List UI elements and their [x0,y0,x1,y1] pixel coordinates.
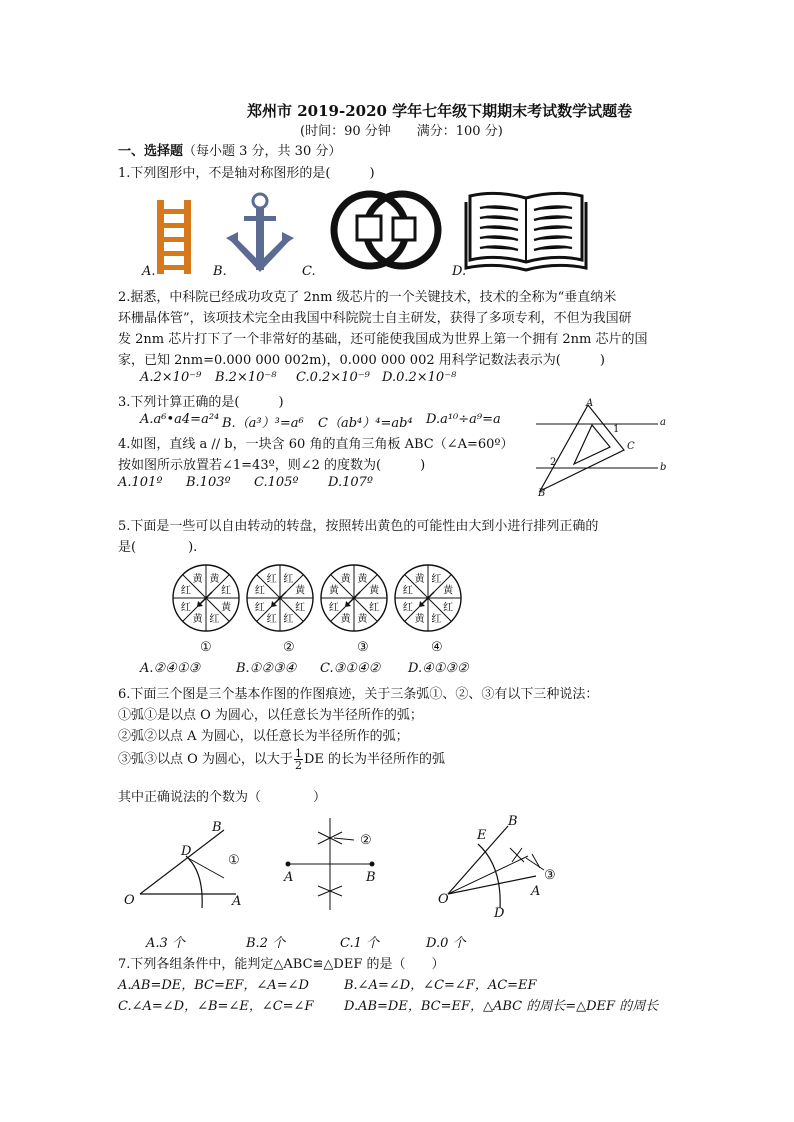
q3-option-a[interactable]: A.a⁶•a4=a²⁴ [140,412,220,427]
spinners-figure [176,560,476,640]
spinner-4-label: ④ [431,640,443,655]
q4-parallel-lines-figure [530,395,675,505]
spinner-sector-label: 红 [266,573,277,585]
q1-option-c[interactable]: C. [302,264,316,279]
spinner-sector-label: 黄 [443,585,454,597]
spinner-sector-label: 红 [209,614,220,626]
spinner-sector-label: 红 [431,614,442,626]
q4-line-1: 4.如图，直线 a // b，一块含 60 角的直角三角板 ABC（∠A=60º） [118,437,514,452]
spinner-sector-label: 红 [431,573,442,585]
spinner-sector-label: 黄 [369,585,380,597]
q1-option-a[interactable]: A. [142,264,156,279]
q6-fig2-label-b: B [366,870,376,885]
q6-option-a[interactable]: A.3 个 [146,936,185,951]
q6-fig1-label-d: D [181,844,192,859]
section-heading [118,140,341,159]
spinner-sector-label: 黄 [357,573,368,585]
q6-fig3-label-o: O [438,892,449,907]
q2-line-1: 2.据悉，中科院已经成功攻克了 2nm 级芯片的一个关键技术，技术的全称为“垂直纳米 [118,290,617,305]
fraction-numerator: 1 [294,747,302,760]
q3-option-d[interactable]: D.a¹⁰÷a⁹=a [426,412,501,427]
q2-option-c[interactable]: C.0.2×10⁻⁹ [296,370,370,385]
coins-figure [330,190,442,270]
q4-option-a[interactable]: A.101º [118,475,163,490]
q6-fig2-arc-label: ② [360,833,372,848]
spinner-sector-label: 黄 [221,602,232,614]
q2-line-2: 环栅晶体管”，该项技术完全由我国中科院院士自主研发，获得了多项专利，不但为我国研 [118,311,632,326]
spinner-3 [321,565,387,631]
q5-option-b[interactable]: B.①②③④ [236,661,297,676]
spinner-sector-label: 红 [402,602,413,614]
q6-fig1-label-a: A [232,894,242,909]
spinner-sector-label: 黄 [414,614,425,626]
section-note: （每小题 3 分，共 30 分） [183,144,342,159]
q5-option-d[interactable]: D.④①③② [408,661,469,676]
spinner-sector-label: 黄 [209,573,220,585]
spinner-sector-label: 黄 [295,585,306,597]
spinner-1-label: ① [200,640,212,655]
spinner-sector-label: 红 [402,585,413,597]
q4-label-c-vertex: C [627,441,635,452]
q4-option-c[interactable]: C.105º [254,475,299,490]
q6-fig1-arc-label: ① [228,853,240,868]
spinner-sector-label: 黄 [414,573,425,585]
q4-label-a-vertex: A [586,398,594,409]
spinner-sector-label: 红 [254,602,265,614]
q7-stem: 7.下列各组条件中，能判定△ABC≌△DEF 的是（ ） [118,957,445,972]
q6-line-1: 6.下面三个图是三个基本作图的作图痕迹，关于三条弧①、②、③有以下三种说法： [118,687,599,702]
spinner-sector-label: 红 [295,602,306,614]
q4-option-d[interactable]: D.107º [328,475,374,490]
fraction-denominator: 2 [294,759,302,772]
q2-line-3: 发 2nm 芯片打下了一个非常好的基础，还可能使我国成为世界上第一个拥有 2nm 芯片的国 [118,332,648,347]
q3-option-b[interactable]: B.（a³）³=a⁶ [222,416,304,431]
spinner-sector-label: 黄 [192,614,203,626]
q6-line-4 [118,748,445,771]
spinner-sector-label: 黄 [192,573,203,585]
exam-info: (时间：90 分钟 满分：100 分) [300,124,503,139]
spinner-sector-label: 黄 [357,614,368,626]
q4-label-b-vertex: B [538,488,546,499]
anchor-figure [226,192,294,278]
half-fraction [294,748,303,771]
q2-option-a[interactable]: A.2×10⁻⁹ [140,370,202,385]
q3-option-c[interactable]: C（ab⁴）⁴=ab⁴ [318,416,413,431]
spinner-3-label: ③ [357,640,369,655]
spinner-sector-label: 红 [254,585,265,597]
q7-option-c[interactable]: C.∠A=∠D，∠B=∠E，∠C=∠F [118,999,314,1014]
spinner-2 [247,565,313,631]
q5-line-1: 5.下面是一些可以自由转动的转盘，按照转出黄色的可能性由大到小进行排列正确的 [118,519,599,534]
q6-line-5: 其中正确说法的个数为（ ） [118,790,327,805]
spinner-sector-label: 黄 [340,573,351,585]
q6-line-2: ①弧①是以点 O 为圆心，以任意长为半径所作的弧； [118,708,423,723]
book-figure [466,190,586,272]
q4-label-angle-1: 1 [613,424,620,435]
q1-stem: 1.下列图形中，不是轴对称图形的是( ) [118,166,375,181]
q6-fig3-label-b: B [508,814,518,829]
spinner-sector-label: 红 [221,585,232,597]
q4-line-2: 按如图所示放置若∠1=43º，则∠2 的度数为( ) [118,458,426,473]
q6-line-4-end: DE 的长为半径所作的弧 [303,752,445,767]
q5-option-c[interactable]: C.③①④② [320,661,381,676]
q6-fig3-label-e: E [477,828,487,843]
q1-option-d[interactable]: D. [452,264,467,279]
ladder-figure [155,200,195,276]
q6-fig3-arc-label: ③ [544,868,556,883]
page-title: 郑州市 2019-2020 学年七年级下期期末考试数学试题卷 [247,102,633,120]
q6-option-d[interactable]: D.0 个 [426,936,466,951]
q6-fig3-label-a: A [531,884,541,899]
q6-fig3-label-d: D [494,906,505,921]
q6-fig2-label-a: A [284,870,294,885]
q2-option-d[interactable]: D.0.2×10⁻⁸ [382,370,457,385]
q3-stem: 3.下列计算正确的是( ) [118,395,284,410]
q6-line-4-start: ③弧③以点 O 为圆心，以大于 [118,752,293,767]
q7-option-d[interactable]: D.AB=DE，BC=EF，△ABC 的周长=△DEF 的周长 [344,999,659,1014]
spinner-sector-label: 红 [369,602,380,614]
spinner-sector-label: 黄 [340,614,351,626]
spinner-sector-label: 黄 [328,585,339,597]
spinner-sector-label: 红 [328,602,339,614]
q4-label-angle-2: 2 [550,457,557,468]
q4-label-line-a: a [660,417,666,428]
q1-option-b[interactable]: B. [213,264,227,279]
q5-line-2: 是( ). [118,540,198,555]
q6-fig1-label-o: O [124,893,135,908]
q2-line-4: 家，已知 2nm=0.000 000 002m)，0.000 000 002 用科学记数法表示为( ) [118,353,605,368]
section-title: 一、选择题 [118,144,184,159]
spinner-sector-label: 红 [180,585,191,597]
spinner-2-label: ② [283,640,295,655]
q7-option-a[interactable]: A.AB=DE，BC=EF，∠A=∠D [118,978,309,993]
spinner-sector-label: 红 [180,602,191,614]
q7-option-b[interactable]: B.∠A=∠D，∠C=∠F，AC=EF [344,978,537,993]
spinner-sector-label: 红 [283,573,294,585]
q4-label-line-b: b [660,462,667,473]
q2-option-b[interactable]: B.2×10⁻⁸ [215,370,277,385]
spinner-sector-label: 红 [283,614,294,626]
q6-fig1-label-b: B [212,820,222,835]
q6-line-3: ②弧②以点 A 为圆心，以任意长为半径所作的弧； [118,729,409,744]
q4-option-b[interactable]: B.103º [186,475,231,490]
spinner-sector-label: 红 [443,602,454,614]
spinner-1 [173,565,239,631]
q6-option-c[interactable]: C.1 个 [340,936,380,951]
q6-option-b[interactable]: B.2 个 [246,936,286,951]
spinner-4 [395,565,461,631]
spinner-sector-label: 红 [266,614,277,626]
q5-option-a[interactable]: A.②④①③ [140,661,201,676]
